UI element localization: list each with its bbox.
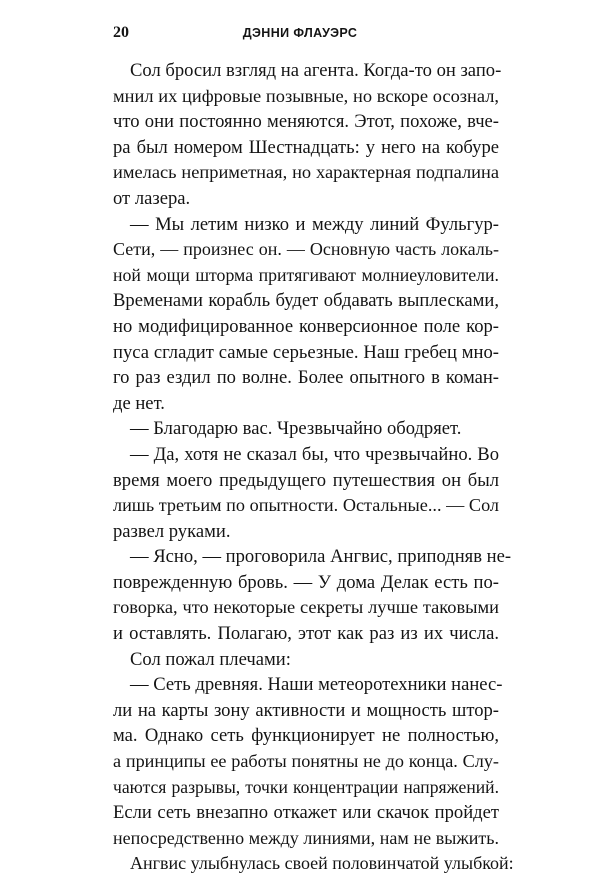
text-line: — Благодарю вас. Чрезвычайно ободряет. [130,418,462,440]
text-line: Если сеть внезапно откажет или скачок пройдет [113,802,499,824]
text-line: поврежденную бровь. — У дома Делак есть по- [113,571,499,593]
text-line: — Сеть древняя. Наши метеоротехники нанес- [130,674,503,696]
page-number: 20 [113,24,129,41]
text-line: имелась неприметная, но характерная подпалина [113,162,499,183]
text-line: от лазера. [113,187,191,209]
text-line: чаются разрывы, точки концентрации напряжений. [113,776,499,797]
text-line: что они постоянно меняются. Этот, похоже, вче- [113,111,499,133]
text-line: пуса сгладит самые серьезные. Наш гребец мно- [113,341,499,363]
text-line: а принципы ее работы понятны не до конца. Слу- [113,751,499,772]
running-title: ДЭННИ ФЛАУЭРС [242,26,358,40]
text-line: — Да, хотя не сказал бы, что чрезвычайно. Во [130,443,499,465]
text-line: Ангвис улыбнулась своей половинчатой улыбкой: [130,853,514,874]
text-line: го раз ездил по волне. Более опытного в коман- [113,367,499,389]
text-line: — Мы летим низко и между линий Фульгур- [130,213,499,235]
text-line: ли на карты зону активности и мощность штор- [113,699,499,721]
text-line: ной мощи шторма притягивают молниеуловители. [113,264,499,285]
text-line: лишь третьим по опытности. Остальные... — Сол [113,495,499,516]
text-line: непосредственно между линиями, нам не выжить. [113,827,499,848]
text-line: ра был номером Шестнадцать: у него на кобуре [113,136,499,158]
text-line: Временами корабль будет обдавать выплесками, [113,290,499,312]
text-line: но модифицированное конверсионное поле кор- [113,315,499,337]
text-line: Сол бросил взгляд на агента. Когда-то он запо- [130,60,502,81]
text-line: развел руками. [113,520,231,542]
text-line: и оставлять. Полагаю, этот как раз из их числа. [113,623,499,645]
text-line: время моего предыдущего путешествия он был [113,469,499,491]
text-line: Сети, — произнес он. — Основную часть локаль- [113,239,499,260]
text-line: — Ясно, — проговорила Ангвис, приподняв не- [130,546,512,568]
text-line: ма. Однако сеть функционирует не полностью, [113,725,499,747]
text-line: говорка, что некоторые секреты лучше таковыми [113,597,499,618]
text-line: мнил их цифровые позывные, но вскоре осознал, [113,85,499,106]
page-header [0,24,600,44]
body-text [113,58,514,877]
text-line: де нет. [113,392,165,414]
text-line: Сол пожал плечами: [130,648,291,670]
